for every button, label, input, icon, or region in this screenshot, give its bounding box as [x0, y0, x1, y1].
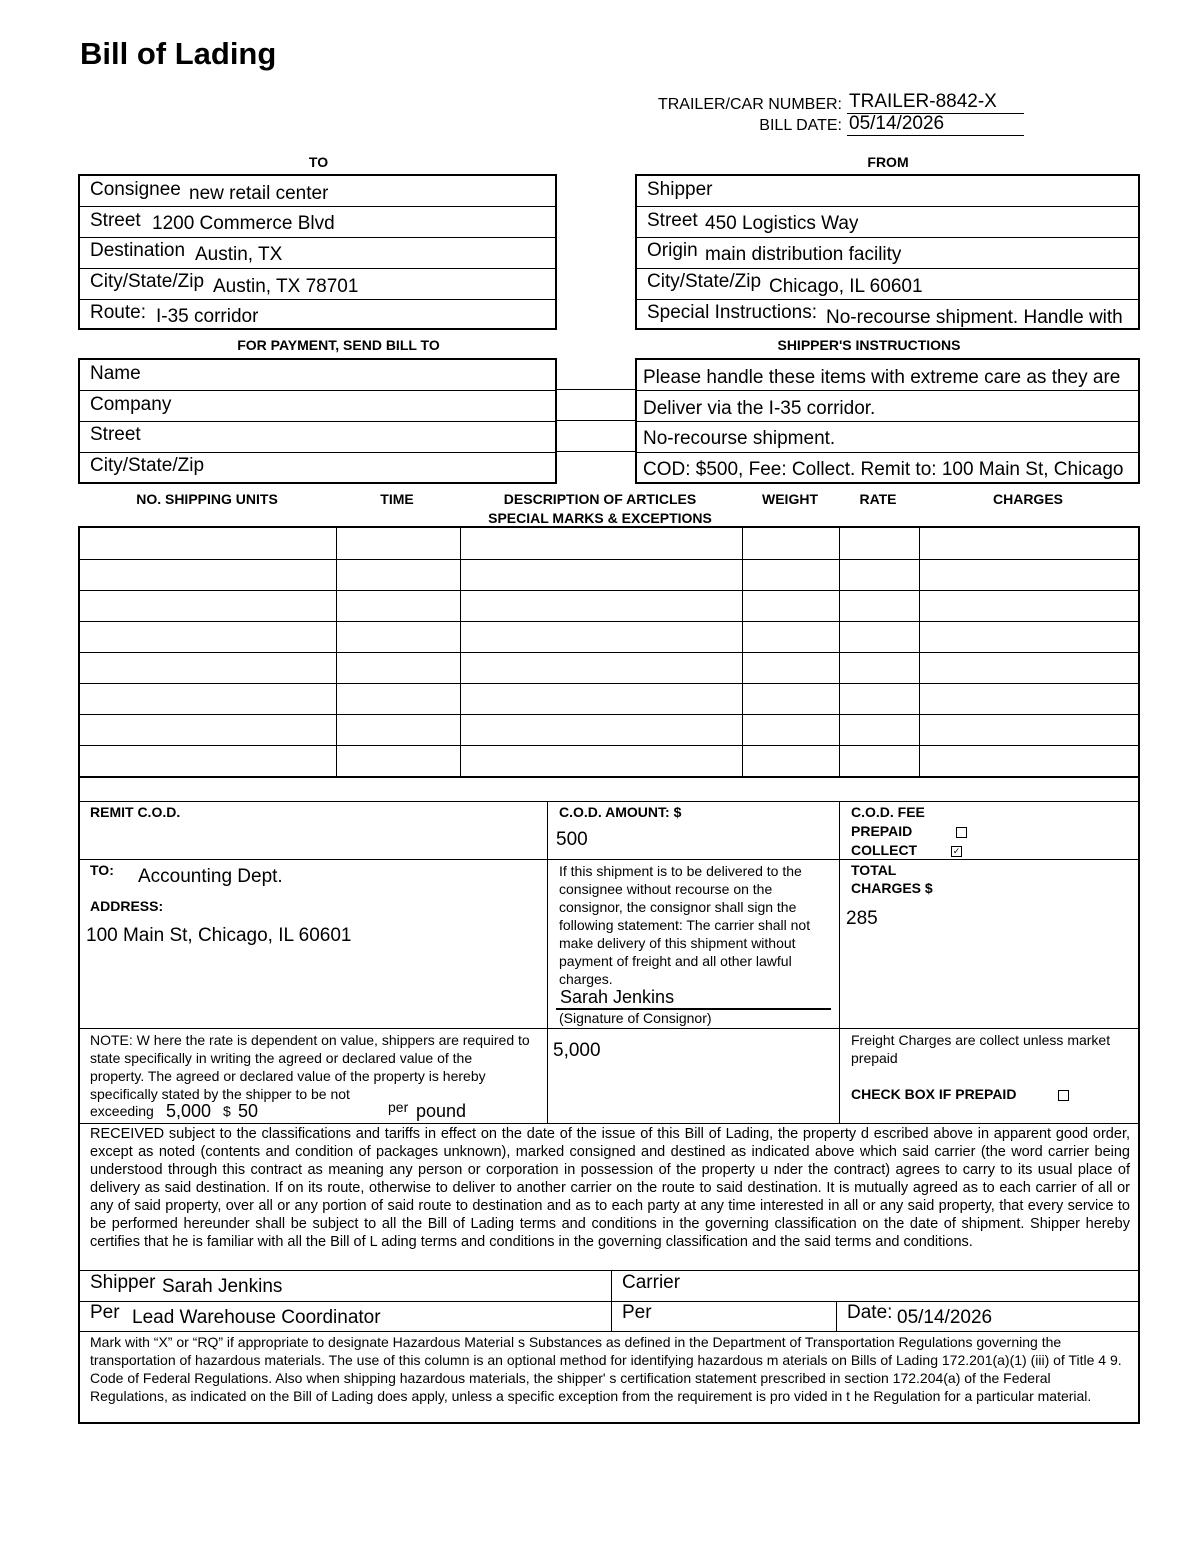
prepaid-freight-checkbox[interactable] — [1058, 1090, 1069, 1101]
origin-row — [637, 238, 1138, 269]
address-field[interactable]: 100 Main St, Chicago, IL 60601 — [86, 925, 352, 946]
signature-carrier-label: Carrier — [622, 1272, 681, 1293]
divider — [557, 420, 635, 421]
instruction-text: No-recourse shipment. — [643, 428, 836, 449]
per-unit-field[interactable]: pound — [416, 1101, 467, 1121]
carrier-per-label: Per — [622, 1302, 652, 1323]
instruction-text: Deliver via the I-35 corridor. — [643, 398, 876, 419]
cod-to-field[interactable]: Accounting Dept. — [138, 866, 283, 887]
col-header-special-marks: SPECIAL MARKS & EXCEPTIONS — [488, 510, 712, 526]
signature-per-label: Per — [90, 1302, 120, 1323]
payment-name-row[interactable] — [80, 360, 555, 391]
freight-charges-note: Freight Charges are collect unless market prepaid — [851, 1032, 1111, 1066]
payment-company-row[interactable] — [80, 391, 555, 422]
total-charges-label: TOTAL — [851, 862, 897, 878]
origin-field[interactable]: main distribution facility — [705, 244, 902, 265]
address-label: ADDRESS: — [90, 898, 164, 914]
prepaid-label: PREPAID — [851, 823, 913, 839]
instruction-line[interactable] — [637, 360, 1138, 391]
route-field[interactable]: I-35 corridor — [156, 306, 259, 327]
to-street-row — [80, 207, 555, 238]
total-charges-label-2: CHARGES $ — [851, 880, 933, 896]
from-city-label: City/State/Zip — [647, 271, 762, 292]
shipment-form — [78, 526, 1140, 1424]
to-street-field[interactable]: 1200 Commerce Blvd — [152, 213, 335, 234]
instruction-text: COD: $500, Fee: Collect. Remit to: 100 Main St, Chicago — [643, 459, 1124, 480]
cod-amount-field[interactable]: 500 — [556, 829, 588, 850]
destination-row — [80, 238, 555, 269]
divider — [557, 389, 635, 390]
payment-company-label: Company — [90, 394, 172, 415]
trailer-number-label: TRAILER/CAR NUMBER: — [657, 96, 842, 113]
signature-caption: (Signature of Consignor) — [559, 1010, 712, 1026]
exceeding-label: exceeding — [90, 1103, 154, 1119]
instruction-line[interactable] — [637, 391, 1138, 422]
special-instructions-field[interactable]: No-recourse shipment. Handle with — [826, 307, 1123, 328]
collect-label: COLLECT — [851, 842, 918, 858]
per-amount-field[interactable]: 50 — [238, 1101, 259, 1121]
dollar-sign: $ — [223, 1103, 231, 1119]
to-city-field[interactable]: Austin, TX 78701 — [213, 276, 359, 297]
to-box — [78, 174, 557, 330]
collect-checkbox[interactable]: ✓ — [952, 846, 961, 856]
recourse-statement: If this shipment is to be delivered to the consignee without recourse on the consignor, the consignor shall sign the following statement: The carrier shall not make delivery of this shipment without payment of freight and all other lawful charges. — [559, 863, 811, 987]
cod-amount-label: C.O.D. AMOUNT: $ — [559, 804, 682, 820]
special-instructions-label: Special Instructions: — [647, 302, 818, 323]
signature-shipper-label: Shipper — [90, 1272, 156, 1293]
col-header-description: DESCRIPTION OF ARTICLES — [503, 491, 697, 507]
from-street-field[interactable]: 450 Logistics Way — [705, 213, 859, 234]
consignee-field[interactable]: new retail center — [189, 183, 329, 204]
shipper-instructions-title: SHIPPER'S INSTRUCTIONS — [777, 337, 961, 353]
to-city-row — [80, 269, 555, 300]
cod-to-label: TO: — [90, 862, 114, 878]
exceeding-value[interactable]: 5,000 — [166, 1101, 212, 1121]
from-section-title: FROM — [867, 154, 909, 170]
route-row — [80, 300, 555, 330]
destination-label: Destination — [90, 240, 186, 261]
route-label: Route: — [90, 302, 146, 323]
bill-date-label: BILL DATE: — [759, 117, 842, 134]
to-city-label: City/State/Zip — [90, 271, 205, 292]
total-charges-field[interactable]: 285 — [846, 908, 878, 929]
from-street-row — [637, 207, 1138, 238]
from-city-field[interactable]: Chicago, IL 60601 — [769, 276, 923, 297]
prepaid-checkbox[interactable] — [956, 827, 967, 838]
from-city-row — [637, 269, 1138, 300]
instruction-text: Please handle these items with extreme care as they are — [643, 367, 1121, 388]
remit-cod-label: REMIT C.O.D. — [90, 804, 181, 820]
page-title: Bill of Lading — [80, 36, 277, 71]
col-header-time: TIME — [380, 491, 414, 507]
per-label: per — [388, 1099, 409, 1115]
payment-box — [78, 358, 557, 484]
payment-city-label: City/State/Zip — [90, 455, 205, 476]
payment-name-label: Name — [90, 363, 141, 384]
declared-value-note: NOTE: W here the rate is dependent on value, shippers are required to state specifically in writing the agreed or declared value of the property. The agreed or declared value of the property is hereby specifically stated by the shipper to be not — [90, 1032, 530, 1102]
col-header-rate: RATE — [859, 491, 897, 507]
hazmat-notice: Mark with “X” or “RQ” if appropriate to designate Hazardous Material s Substances as defined in the Department of Transportation Regulations governing the transportation of hazardous materials. The use of this column is an optional method for identifying hazardous m aterials on Bills of Lading 172.201(a)(1) (iii) of Title 4 9. Code of Federal Regulations. Also when shipping hazardous materials, the shipper' s certification statement prescribed in section 172.204(a) of the Federal Regulations, as indicated on the Bill of Lading does apply, unless a specific exception from the requirement is pro vided in t he Regulation for a particular material. — [90, 1334, 1122, 1404]
divider — [557, 451, 635, 452]
payment-city-row[interactable] — [80, 453, 555, 484]
received-terms: RECEIVED subject to the classifications and tariffs in effect on the date of the issue of this Bill of Lading, the property d escribed above in apparent good order, except as noted (contents and condition of packages unknown), marked consigned and destined as indicated above which said carrier (the word carrier being understood through this contract as meaning any person or corporation in possession of the property u nder the contract) agrees to carry to its usual place of delivery as said destination. If on its route, otherwise to deliver to another carrier on the route to said destination. It is mutually agreed as to each carrier of all or any of said property, over all or any portion of said route to destination and as to each party at any time interested in all or any said property, that every service to be performed hereunder shall be subject to all the Bill of Lading terms and conditions in the governing classification on the date of shipment. Shipper hereby certifies that he is familiar with all the Bill of L ading terms and conditions in the governing classification and the said terms and conditions. — [90, 1126, 1130, 1250]
payment-section-title: FOR PAYMENT, SEND BILL TO — [237, 337, 440, 353]
items-table — [80, 528, 1138, 777]
cod-fee-label: C.O.D. FEE — [851, 804, 925, 820]
col-header-weight: WEIGHT — [762, 491, 818, 507]
to-section-title: TO — [308, 154, 329, 170]
from-box — [635, 174, 1140, 330]
instruction-line[interactable] — [637, 453, 1138, 484]
instruction-line[interactable] — [637, 422, 1138, 453]
consignor-signature[interactable]: Sarah Jenkins — [560, 987, 675, 1007]
signature-date-label: Date: — [847, 1302, 893, 1323]
shipper-label: Shipper — [647, 179, 713, 200]
origin-label: Origin — [647, 240, 698, 261]
payment-street-label: Street — [90, 424, 141, 445]
shipper-row — [637, 176, 1138, 207]
col-header-charges: CHARGES — [992, 491, 1063, 507]
check-box-prepaid-label: CHECK BOX IF PREPAID — [851, 1086, 1017, 1102]
from-street-label: Street — [647, 210, 698, 231]
destination-field[interactable]: Austin, TX — [195, 244, 283, 265]
consignee-row — [80, 176, 555, 207]
signature-date-field[interactable]: 05/14/2026 — [897, 1307, 993, 1328]
signature-per-field[interactable]: Lead Warehouse Coordinator — [132, 1307, 381, 1328]
trailer-number-field[interactable]: TRAILER-8842-X — [847, 92, 1024, 114]
payment-street-row[interactable] — [80, 422, 555, 453]
consignee-label: Consignee — [90, 179, 181, 200]
signature-shipper-field[interactable]: Sarah Jenkins — [162, 1276, 283, 1297]
to-street-label: Street — [90, 210, 141, 231]
bill-date-field[interactable]: 05/14/2026 — [847, 114, 1024, 136]
col-header-units: NO. SHIPPING UNITS — [136, 491, 278, 507]
special-instructions-row — [637, 300, 1138, 330]
declared-value-field[interactable]: 5,000 — [553, 1040, 601, 1061]
shipper-instructions-box — [635, 358, 1140, 484]
